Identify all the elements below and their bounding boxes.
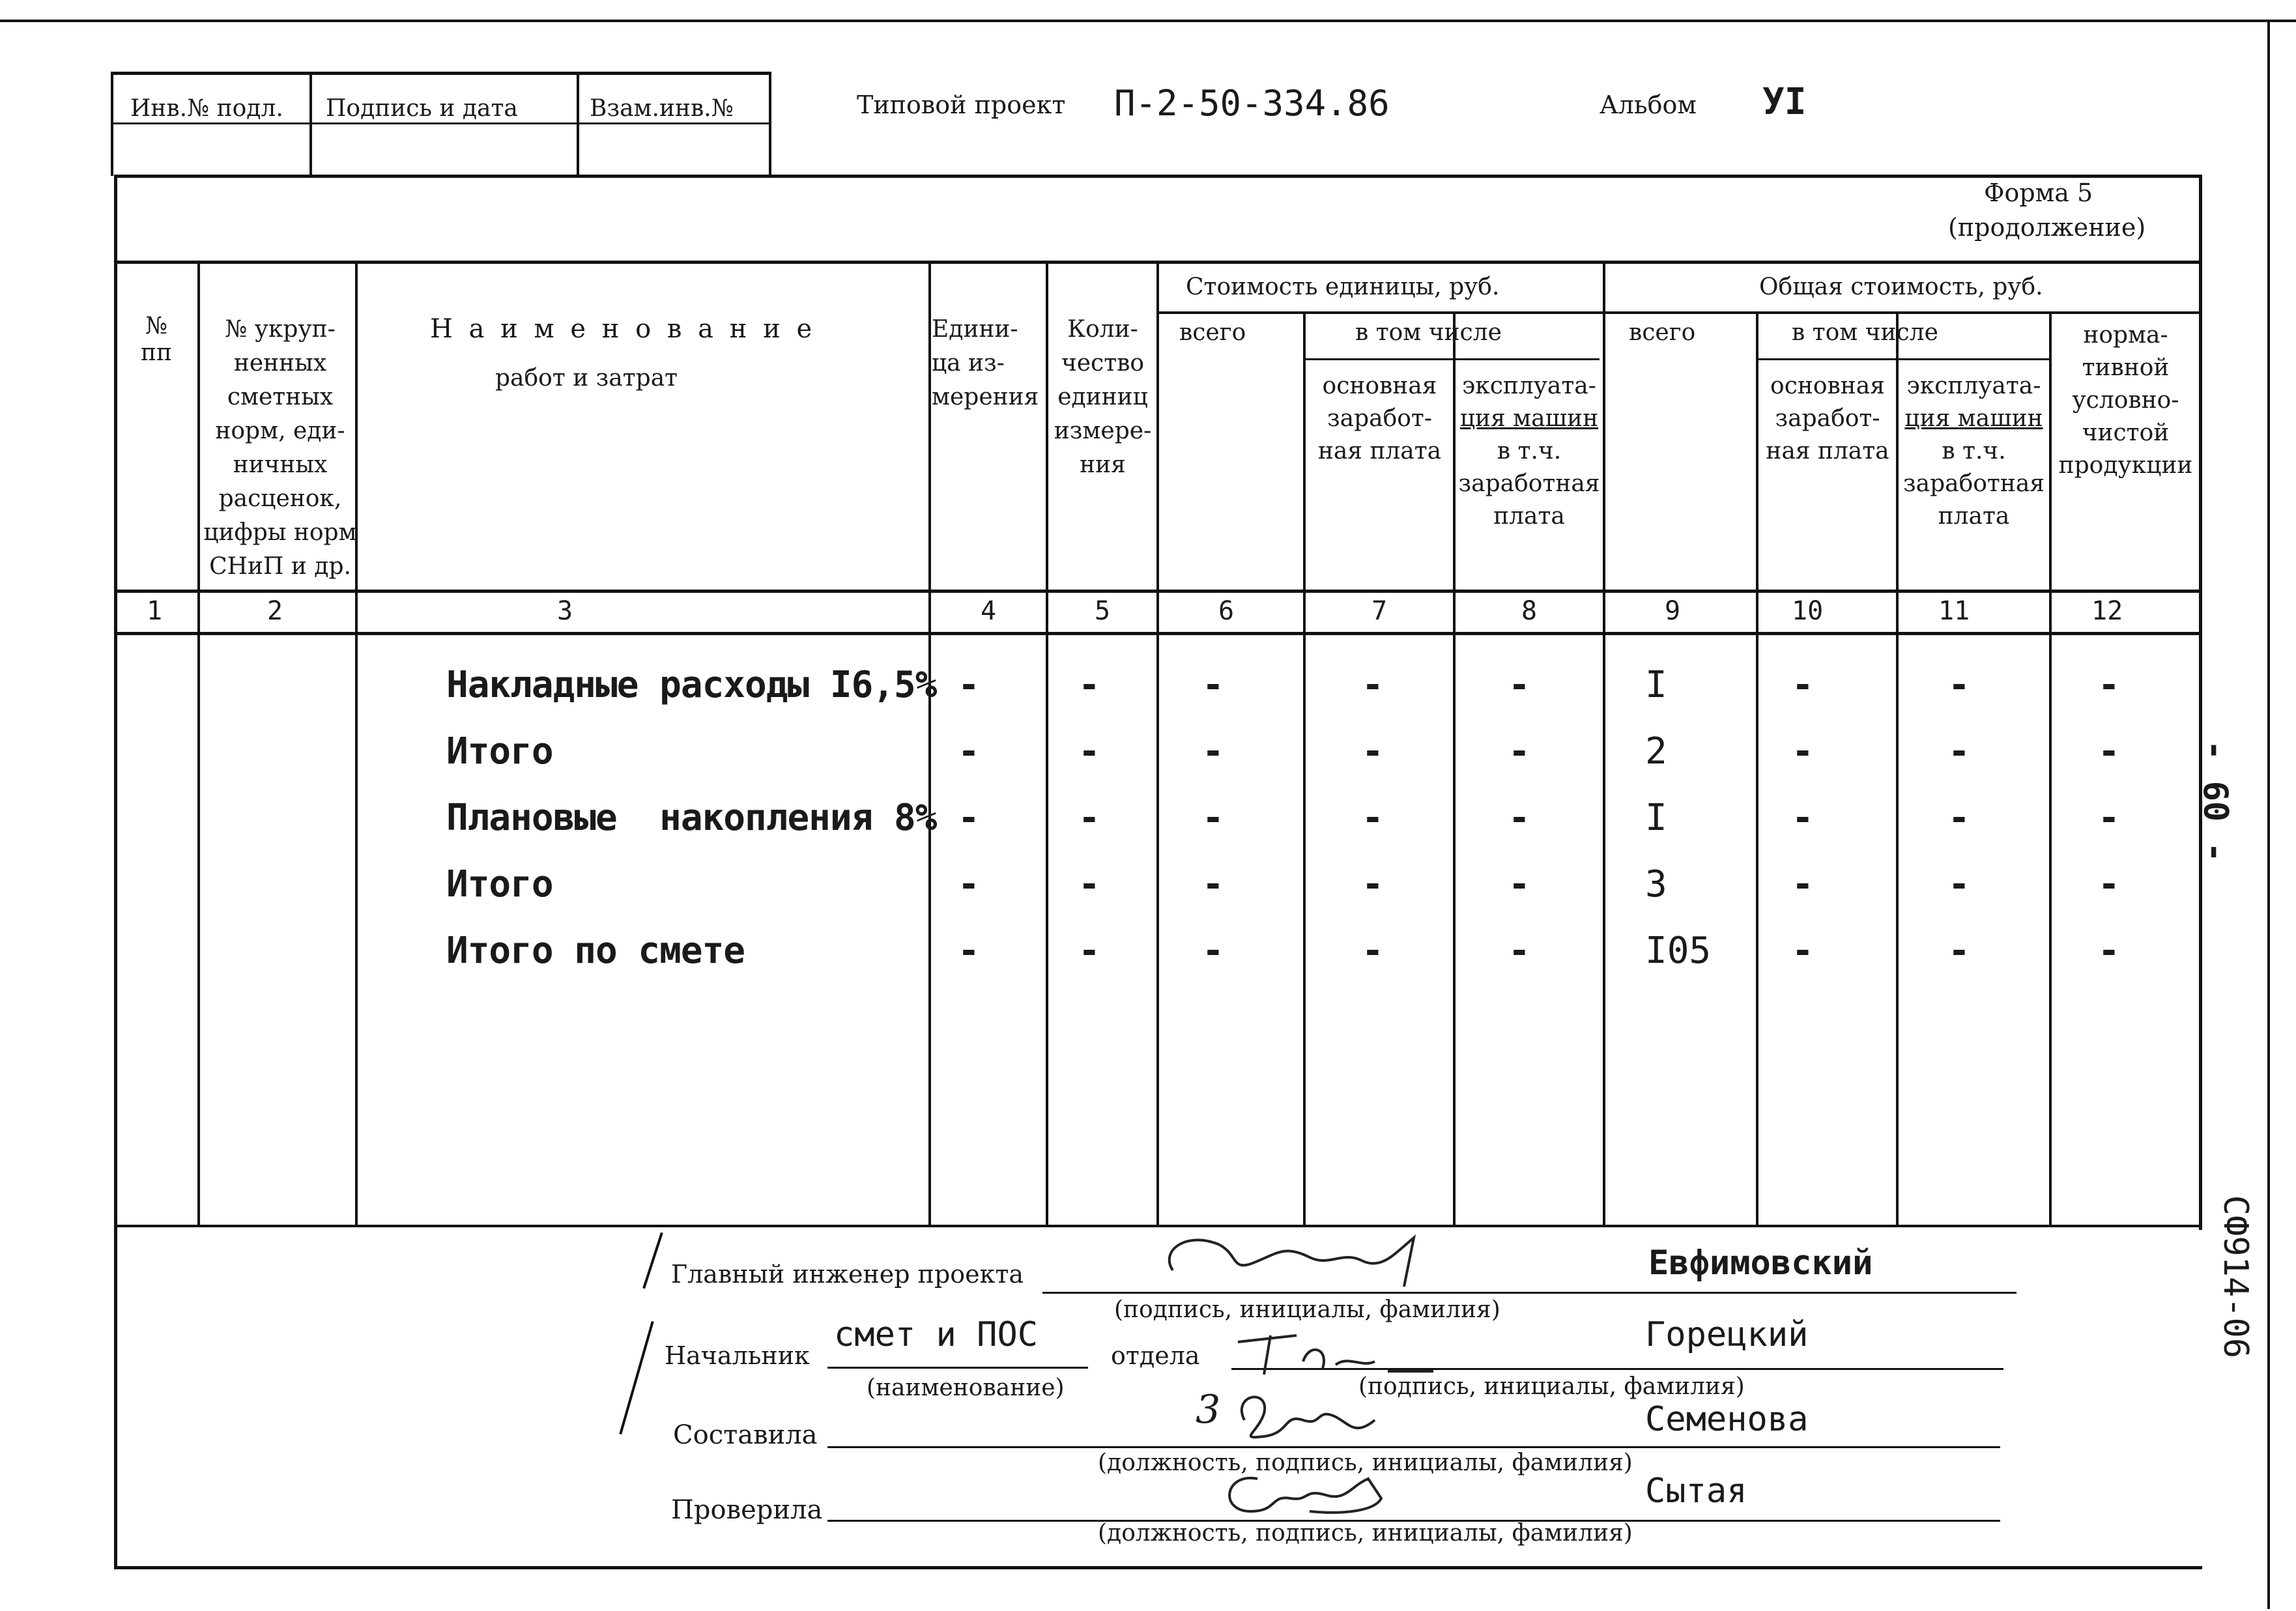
col8-header: [1456, 370, 1603, 533]
col2-line: норм, еди-: [215, 418, 345, 444]
dash: -: [1792, 863, 1814, 905]
col11-line: эксплуата-: [1906, 373, 2041, 399]
col5-line: Коли-: [1067, 316, 1138, 343]
dash: -: [958, 930, 980, 972]
dash: -: [2098, 863, 2120, 905]
unit-v-tom-chisle: в том числе: [1355, 319, 1502, 346]
checked-label: Проверила: [671, 1495, 823, 1525]
col-number: 12: [2091, 596, 2123, 626]
dash: -: [1948, 930, 1970, 972]
col-number: 4: [981, 596, 997, 626]
row-name: Накладные расходы I6,5%: [446, 664, 937, 706]
slash-mark: [642, 1233, 663, 1289]
dash: -: [1078, 797, 1100, 839]
table-row: [0, 930, 2296, 982]
unit-cost-header: Стоимость единицы, руб.: [1186, 274, 1500, 300]
dash: -: [1792, 797, 1814, 839]
col2-line: расценок,: [218, 485, 342, 512]
position-caption: (должность, подпись, инициалы, фамилия): [1098, 1449, 1633, 1476]
chief-engineer-name: Евфимовский: [1648, 1244, 1873, 1283]
dash: -: [1508, 797, 1530, 839]
col-number: 1: [147, 596, 163, 626]
col2-line: ничных: [233, 451, 328, 478]
table-row: [0, 797, 2296, 849]
col-number: 3: [557, 596, 573, 626]
col-number: 11: [1938, 596, 1970, 626]
total-cost-header: Общая стоимость, руб.: [1759, 274, 2043, 300]
compiled-label: Составила: [673, 1420, 818, 1450]
col-number: 9: [1665, 596, 1681, 626]
col2-line: № укруп-: [225, 316, 336, 343]
signature-scribble: [1225, 1381, 1394, 1453]
dash: -: [1078, 930, 1100, 972]
dash: -: [1792, 730, 1814, 773]
col5-header: [1049, 313, 1156, 482]
col11-line: плата: [1938, 503, 2010, 530]
row-total: I: [1645, 664, 1667, 706]
dash: -: [1202, 930, 1224, 972]
row-total: 2: [1645, 730, 1667, 773]
col7-line: заработ-: [1327, 405, 1433, 432]
col-number: 7: [1371, 596, 1388, 626]
col11-line: в т.ч.: [1942, 438, 2006, 464]
dept-line: [827, 1367, 1088, 1369]
col10-line: основная: [1770, 373, 1885, 399]
dash: -: [1078, 863, 1100, 905]
col2-line: ненных: [233, 350, 327, 377]
stamp-box: [111, 72, 769, 176]
total-vsego: всего: [1629, 319, 1696, 346]
col10-line: ная плата: [1766, 438, 1889, 464]
row-total: I05: [1645, 930, 1712, 972]
dash: -: [1508, 730, 1530, 773]
dash: -: [1362, 930, 1384, 972]
col12-line: условно-: [2072, 387, 2179, 414]
dash: -: [958, 664, 980, 706]
col3-subtitle: работ и затрат: [495, 365, 678, 392]
row-name: Итого: [446, 863, 553, 905]
col12-line: продукции: [2058, 452, 2193, 479]
col-number: 6: [1218, 596, 1235, 626]
total-v-tom-chisle: в том числе: [1792, 319, 1938, 346]
document-code: СФ914-06: [2216, 1195, 2256, 1359]
col-number: 8: [1521, 596, 1538, 626]
col1-header: № пп: [141, 313, 172, 367]
dash: -: [2098, 930, 2120, 972]
dept-caption: (наименование): [867, 1375, 1065, 1401]
col11-line: заработная: [1902, 470, 2045, 497]
dash: -: [1948, 797, 1970, 839]
stamp-vzam-inv: Взам.инв.№: [590, 95, 734, 122]
col11-line: ция машин: [1904, 405, 2043, 432]
col7-header: [1306, 370, 1453, 468]
stamp-podpis-data: Подпись и дата: [326, 95, 518, 122]
dash: -: [1202, 730, 1224, 773]
dash: -: [2098, 730, 2120, 773]
col5-line: единиц: [1057, 384, 1148, 410]
col2-line: сметных: [227, 384, 334, 410]
col-number: 2: [267, 596, 283, 626]
dash: -: [958, 730, 980, 773]
dash: -: [2098, 664, 2120, 706]
col12-line: норма-: [2083, 322, 2168, 349]
document-code-side: [2212, 1166, 2271, 1388]
position-caption: (должность, подпись, инициалы, фамилия): [1098, 1520, 1633, 1547]
dash: -: [2098, 797, 2120, 839]
dash: -: [1508, 930, 1530, 972]
dash: -: [1792, 930, 1814, 972]
dash: -: [958, 797, 980, 839]
dash: -: [1508, 664, 1530, 706]
top-edge-line: [0, 20, 2296, 22]
dash: -: [1362, 664, 1384, 706]
col8-line: эксплуата-: [1462, 373, 1596, 399]
page-number-side: [2195, 710, 2271, 905]
col2-line: СНиП и др.: [209, 553, 351, 580]
col5-line: чество: [1061, 350, 1145, 377]
dash: -: [1362, 863, 1384, 905]
otdela-label: отдела: [1111, 1341, 1200, 1370]
row-total: I: [1645, 797, 1667, 839]
col10-line: заработ-: [1775, 405, 1880, 432]
dash: -: [1792, 664, 1814, 706]
col2-line: цифры норм: [203, 519, 357, 546]
col7-line: ная плата: [1317, 438, 1442, 464]
dash: -: [1202, 664, 1224, 706]
album-number: УI: [1762, 81, 1807, 123]
head-name: Горецкий: [1645, 1315, 1809, 1354]
compiled-name: Семенова: [1645, 1400, 1809, 1439]
dash: -: [1078, 730, 1100, 773]
unit-vsego: всего: [1179, 319, 1246, 346]
dash: -: [958, 863, 980, 905]
chief-engineer-label: Главный инженер проекта: [671, 1260, 1024, 1289]
dash: -: [1948, 664, 1970, 706]
col4-header: [932, 313, 1046, 414]
col4-line: Едини-: [932, 316, 1018, 343]
dash: -: [1362, 730, 1384, 773]
table-row: [0, 731, 2296, 783]
dash: -: [1078, 664, 1100, 706]
compiled-prefix: 3: [1196, 1387, 1221, 1433]
col11-header: [1899, 370, 2049, 533]
col7-line: основная: [1322, 373, 1437, 399]
col8-line: ция машин: [1459, 405, 1599, 432]
col4-line: ца из-: [932, 350, 1005, 377]
col3-title: Н а и м е н о в а н и е: [430, 314, 816, 344]
table-row: [0, 664, 2296, 717]
col5-line: ния: [1080, 451, 1126, 478]
dash: -: [1202, 863, 1224, 905]
col8-line: заработная: [1458, 470, 1600, 497]
row-name: Итого по смете: [446, 930, 745, 972]
head-label: Начальник: [665, 1341, 810, 1370]
col4-line: мерения: [932, 384, 1039, 410]
signature-caption: (подпись, инициалы, фамилия): [1114, 1296, 1500, 1323]
checked-name: Сытая: [1645, 1472, 1747, 1511]
dash: -: [1362, 797, 1384, 839]
stamp-inv-podl: Инв.№ подл.: [130, 95, 283, 122]
col2-header: [195, 313, 365, 584]
slash-mark: [619, 1321, 653, 1434]
col5-line: измере-: [1054, 418, 1152, 444]
dash: -: [1508, 863, 1530, 905]
col12-header: [2052, 319, 2199, 482]
row-name: Плановые накопления 8%: [446, 797, 937, 839]
signature-line: [827, 1446, 2000, 1448]
project-code: П-2-50-334.86: [1114, 83, 1390, 124]
signature-caption: (подпись, инициалы, фамилия): [1358, 1373, 1745, 1400]
album-label: Альбом: [1600, 91, 1697, 119]
dash: -: [1948, 863, 1970, 905]
signature-scribble: [1147, 1225, 1446, 1296]
form-title: Форма 5: [1984, 178, 2093, 207]
col-number: 5: [1095, 596, 1111, 626]
col10-header: [1759, 370, 1896, 468]
row-name: Итого: [446, 730, 553, 773]
table-row: [0, 864, 2296, 916]
dash: -: [1948, 730, 1970, 773]
head-dept: смет и ПОС: [834, 1315, 1039, 1354]
col8-line: в т.ч.: [1497, 438, 1562, 464]
page-number: - 60 -: [2195, 739, 2235, 863]
typical-project-label: Типовой проект: [857, 91, 1066, 119]
form-subtitle: (продолжение): [1948, 213, 2146, 242]
col12-line: чистой: [2082, 420, 2170, 446]
col-number: 10: [1792, 596, 1824, 626]
col8-line: плата: [1493, 503, 1565, 530]
row-total: 3: [1645, 863, 1667, 905]
dash: -: [1202, 797, 1224, 839]
col12-line: тивной: [2082, 354, 2170, 381]
